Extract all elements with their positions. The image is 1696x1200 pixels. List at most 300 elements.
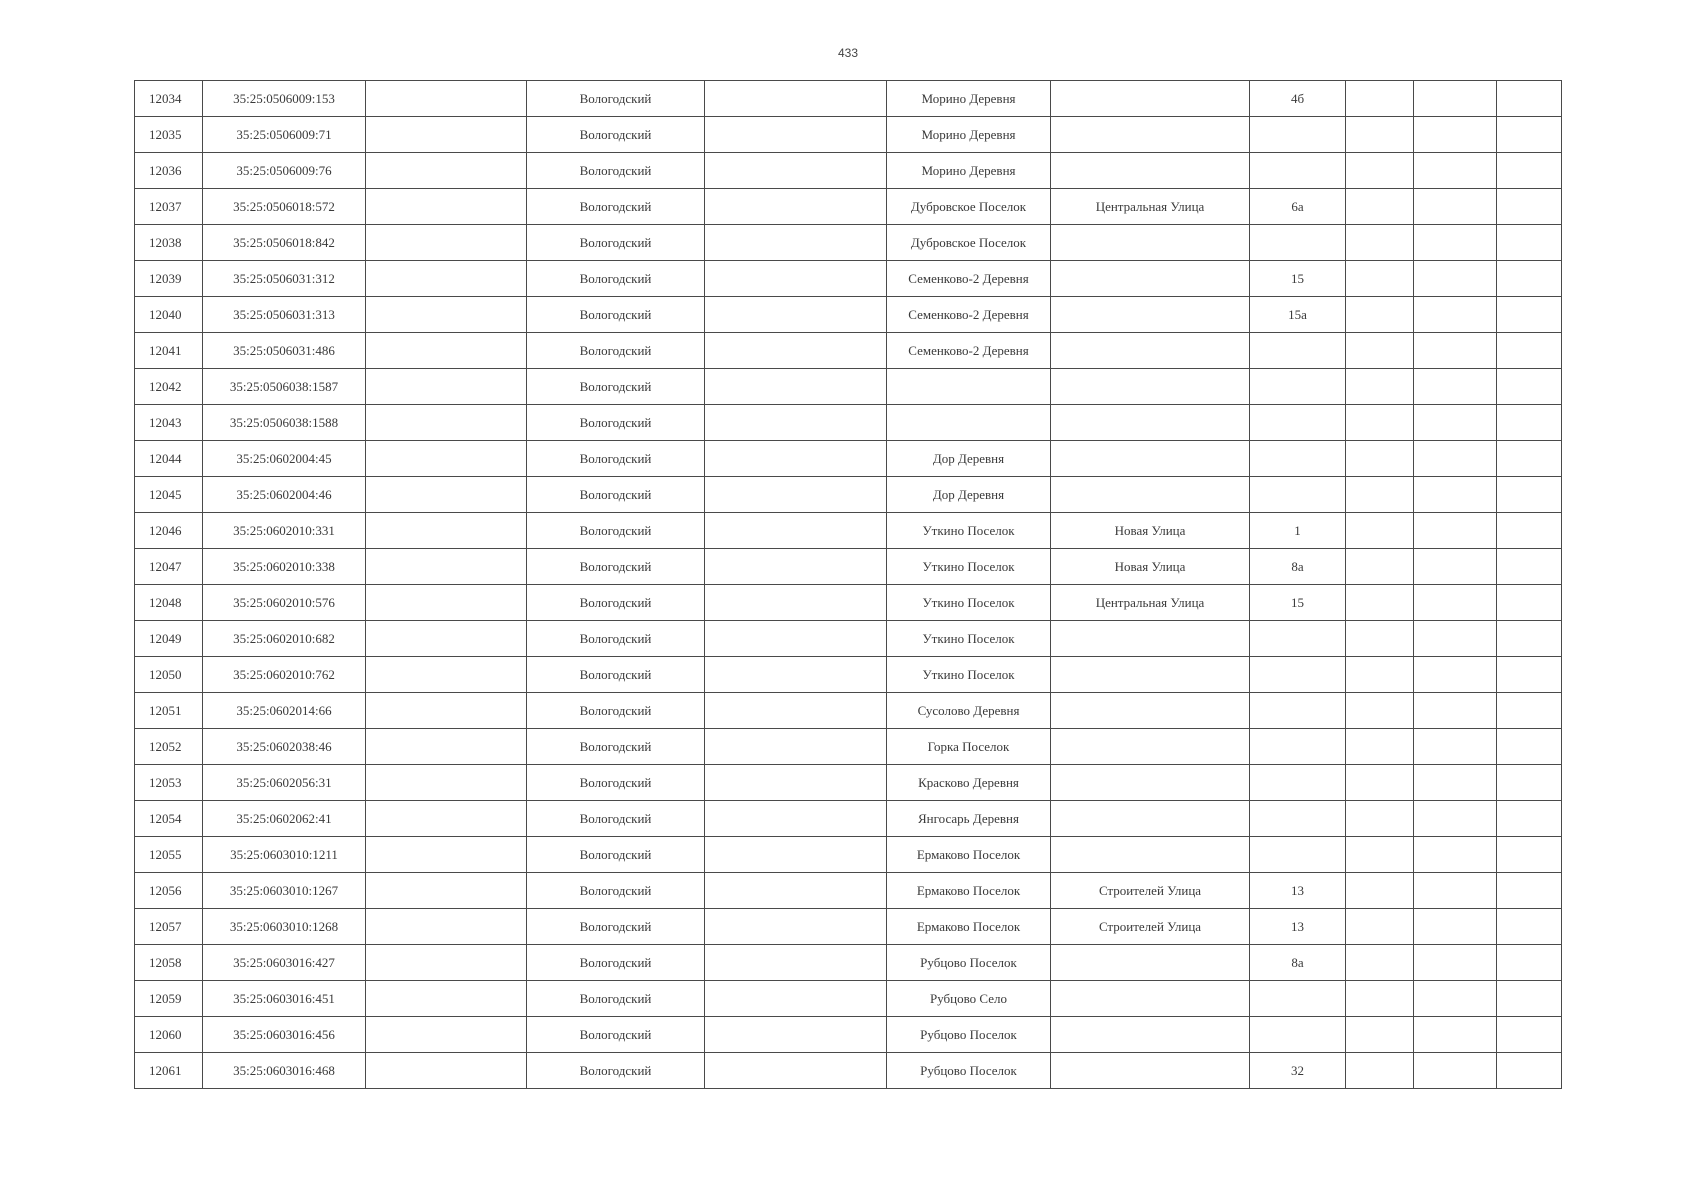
- cell-cadastral-number: 35:25:0602062:41: [203, 801, 366, 837]
- cell-empty-3: [1346, 369, 1414, 405]
- cell-empty-3: [1346, 657, 1414, 693]
- cell-street: [1051, 837, 1250, 873]
- page-number: 433: [837, 46, 859, 60]
- cell-street: Центральная Улица: [1051, 189, 1250, 225]
- cell-num: 12037: [135, 189, 203, 225]
- cell-empty-5: [1497, 873, 1562, 909]
- cell-empty-4: [1414, 765, 1497, 801]
- table-row: [135, 225, 1562, 261]
- table-row: [135, 261, 1562, 297]
- cell-empty-4: [1414, 981, 1497, 1017]
- cell-empty-1: [366, 909, 527, 945]
- cell-num: 12046: [135, 513, 203, 549]
- cell-empty-1: [366, 333, 527, 369]
- cell-num: 12039: [135, 261, 203, 297]
- cell-locality: Красково Деревня: [887, 765, 1051, 801]
- cell-cadastral-number: 35:25:0602010:762: [203, 657, 366, 693]
- cell-empty-1: [366, 369, 527, 405]
- cell-district: Вологодский: [527, 1017, 705, 1053]
- table-row: [135, 1053, 1562, 1089]
- cell-empty-1: [366, 81, 527, 117]
- cell-empty-5: [1497, 549, 1562, 585]
- cell-house: [1250, 837, 1346, 873]
- cell-empty-4: [1414, 441, 1497, 477]
- cell-street: Новая Улица: [1051, 549, 1250, 585]
- cell-cadastral-number: 35:25:0506038:1588: [203, 405, 366, 441]
- cell-empty-3: [1346, 477, 1414, 513]
- cell-locality: Семенково-2 Деревня: [887, 261, 1051, 297]
- cell-empty-1: [366, 1017, 527, 1053]
- cell-district: Вологодский: [527, 369, 705, 405]
- cell-cadastral-number: 35:25:0602038:46: [203, 729, 366, 765]
- cell-empty-4: [1414, 801, 1497, 837]
- table-row: [135, 405, 1562, 441]
- cell-house: [1250, 153, 1346, 189]
- cell-house: [1250, 441, 1346, 477]
- cell-house: 32: [1250, 1053, 1346, 1089]
- cell-district: Вологодский: [527, 765, 705, 801]
- cell-empty-1: [366, 837, 527, 873]
- cell-street: Центральная Улица: [1051, 585, 1250, 621]
- table-row: [135, 585, 1562, 621]
- cell-cadastral-number: 35:25:0602010:576: [203, 585, 366, 621]
- cell-cadastral-number: 35:25:0506009:153: [203, 81, 366, 117]
- cell-empty-4: [1414, 693, 1497, 729]
- cell-empty-3: [1346, 513, 1414, 549]
- cell-house: 15а: [1250, 297, 1346, 333]
- cell-empty-4: [1414, 261, 1497, 297]
- cell-empty-5: [1497, 657, 1562, 693]
- cell-empty-1: [366, 801, 527, 837]
- cell-empty-2: [705, 693, 887, 729]
- cell-cadastral-number: 35:25:0602010:682: [203, 621, 366, 657]
- cell-locality: Дор Деревня: [887, 441, 1051, 477]
- cell-empty-2: [705, 873, 887, 909]
- cell-street: [1051, 945, 1250, 981]
- cell-district: Вологодский: [527, 729, 705, 765]
- cell-cadastral-number: 35:25:0603010:1211: [203, 837, 366, 873]
- cell-district: Вологодский: [527, 693, 705, 729]
- cell-empty-5: [1497, 837, 1562, 873]
- cell-empty-3: [1346, 189, 1414, 225]
- cell-cadastral-number: 35:25:0506031:486: [203, 333, 366, 369]
- cell-empty-5: [1497, 765, 1562, 801]
- cell-empty-2: [705, 729, 887, 765]
- cell-num: 12035: [135, 117, 203, 153]
- cell-empty-1: [366, 477, 527, 513]
- cell-street: [1051, 801, 1250, 837]
- cell-district: Вологодский: [527, 909, 705, 945]
- cell-empty-5: [1497, 441, 1562, 477]
- registry-table: [134, 80, 1562, 1089]
- cell-cadastral-number: 35:25:0506031:312: [203, 261, 366, 297]
- cell-cadastral-number: 35:25:0506038:1587: [203, 369, 366, 405]
- cell-locality: Дор Деревня: [887, 477, 1051, 513]
- cell-empty-3: [1346, 225, 1414, 261]
- cell-house: [1250, 765, 1346, 801]
- cell-street: [1051, 981, 1250, 1017]
- cell-empty-4: [1414, 297, 1497, 333]
- cell-street: [1051, 369, 1250, 405]
- cell-house: [1250, 333, 1346, 369]
- cell-empty-2: [705, 225, 887, 261]
- cell-empty-4: [1414, 513, 1497, 549]
- cell-house: 1: [1250, 513, 1346, 549]
- cell-locality: Морино Деревня: [887, 117, 1051, 153]
- cell-empty-1: [366, 657, 527, 693]
- cell-house: [1250, 1017, 1346, 1053]
- cell-locality: Морино Деревня: [887, 81, 1051, 117]
- cell-empty-2: [705, 621, 887, 657]
- cell-num: 12044: [135, 441, 203, 477]
- table-row: [135, 333, 1562, 369]
- cell-empty-2: [705, 441, 887, 477]
- cell-street: [1051, 477, 1250, 513]
- cell-empty-5: [1497, 945, 1562, 981]
- cell-house: 13: [1250, 873, 1346, 909]
- cell-num: 12036: [135, 153, 203, 189]
- cell-empty-3: [1346, 333, 1414, 369]
- cell-district: Вологодский: [527, 405, 705, 441]
- cell-locality: [887, 369, 1051, 405]
- cell-empty-3: [1346, 81, 1414, 117]
- cell-empty-2: [705, 585, 887, 621]
- cell-cadastral-number: 35:25:0603016:451: [203, 981, 366, 1017]
- cell-num: 12053: [135, 765, 203, 801]
- cell-district: Вологодский: [527, 837, 705, 873]
- cell-empty-3: [1346, 405, 1414, 441]
- table-row: [135, 621, 1562, 657]
- cell-street: [1051, 153, 1250, 189]
- cell-district: Вологодский: [527, 261, 705, 297]
- cell-locality: Рубцово Село: [887, 981, 1051, 1017]
- cell-cadastral-number: 35:25:0603016:456: [203, 1017, 366, 1053]
- cell-locality: Уткино Поселок: [887, 513, 1051, 549]
- cell-locality: Семенково-2 Деревня: [887, 333, 1051, 369]
- cell-cadastral-number: 35:25:0602010:331: [203, 513, 366, 549]
- cell-empty-4: [1414, 945, 1497, 981]
- cell-street: [1051, 657, 1250, 693]
- cell-street: [1051, 765, 1250, 801]
- cell-empty-2: [705, 189, 887, 225]
- cell-street: [1051, 693, 1250, 729]
- cell-street: Строителей Улица: [1051, 909, 1250, 945]
- cell-empty-3: [1346, 945, 1414, 981]
- cell-locality: Рубцово Поселок: [887, 945, 1051, 981]
- cell-num: 12061: [135, 1053, 203, 1089]
- cell-empty-3: [1346, 297, 1414, 333]
- table-row: [135, 765, 1562, 801]
- cell-cadastral-number: 35:25:0506018:572: [203, 189, 366, 225]
- cell-locality: Сусолово Деревня: [887, 693, 1051, 729]
- cell-cadastral-number: 35:25:0506018:842: [203, 225, 366, 261]
- cell-empty-3: [1346, 801, 1414, 837]
- cell-num: 12038: [135, 225, 203, 261]
- cell-empty-5: [1497, 909, 1562, 945]
- cell-num: 12058: [135, 945, 203, 981]
- table-row: [135, 549, 1562, 585]
- table-row: [135, 477, 1562, 513]
- cell-empty-5: [1497, 513, 1562, 549]
- cell-num: 12056: [135, 873, 203, 909]
- cell-num: 12051: [135, 693, 203, 729]
- cell-empty-4: [1414, 153, 1497, 189]
- cell-empty-5: [1497, 333, 1562, 369]
- cell-cadastral-number: 35:25:0506031:313: [203, 297, 366, 333]
- cell-empty-4: [1414, 873, 1497, 909]
- cell-house: [1250, 981, 1346, 1017]
- cell-cadastral-number: 35:25:0602014:66: [203, 693, 366, 729]
- cell-empty-3: [1346, 765, 1414, 801]
- cell-locality: Уткино Поселок: [887, 657, 1051, 693]
- cell-locality: Семенково-2 Деревня: [887, 297, 1051, 333]
- cell-empty-5: [1497, 801, 1562, 837]
- cell-district: Вологодский: [527, 585, 705, 621]
- cell-house: [1250, 477, 1346, 513]
- cell-num: 12045: [135, 477, 203, 513]
- cell-empty-1: [366, 693, 527, 729]
- registry-body: [135, 81, 1562, 1089]
- cell-empty-2: [705, 117, 887, 153]
- cell-district: Вологодский: [527, 189, 705, 225]
- cell-empty-3: [1346, 1017, 1414, 1053]
- cell-empty-2: [705, 765, 887, 801]
- cell-street: [1051, 405, 1250, 441]
- table-row: [135, 117, 1562, 153]
- cell-street: [1051, 225, 1250, 261]
- cell-locality: Ермаково Поселок: [887, 909, 1051, 945]
- cell-street: [1051, 81, 1250, 117]
- cell-street: [1051, 117, 1250, 153]
- cell-empty-1: [366, 405, 527, 441]
- cell-empty-2: [705, 981, 887, 1017]
- cell-empty-2: [705, 837, 887, 873]
- table-row: [135, 873, 1562, 909]
- cell-street: [1051, 621, 1250, 657]
- cell-district: Вологодский: [527, 801, 705, 837]
- table-row: [135, 837, 1562, 873]
- cell-street: [1051, 261, 1250, 297]
- cell-empty-2: [705, 1017, 887, 1053]
- cell-empty-5: [1497, 1017, 1562, 1053]
- table-row: [135, 981, 1562, 1017]
- cell-empty-2: [705, 1053, 887, 1089]
- cell-num: 12057: [135, 909, 203, 945]
- cell-empty-5: [1497, 693, 1562, 729]
- cell-cadastral-number: 35:25:0603010:1268: [203, 909, 366, 945]
- cell-empty-3: [1346, 693, 1414, 729]
- cell-house: 8а: [1250, 945, 1346, 981]
- cell-locality: Янгосарь Деревня: [887, 801, 1051, 837]
- cell-cadastral-number: 35:25:0602004:46: [203, 477, 366, 513]
- cell-district: Вологодский: [527, 945, 705, 981]
- cell-locality: Рубцово Поселок: [887, 1053, 1051, 1089]
- cell-locality: Уткино Поселок: [887, 549, 1051, 585]
- cell-empty-3: [1346, 909, 1414, 945]
- cell-empty-4: [1414, 369, 1497, 405]
- cell-street: [1051, 297, 1250, 333]
- cell-empty-4: [1414, 657, 1497, 693]
- cell-district: Вологодский: [527, 477, 705, 513]
- cell-cadastral-number: 35:25:0602056:31: [203, 765, 366, 801]
- cell-empty-1: [366, 873, 527, 909]
- cell-house: [1250, 369, 1346, 405]
- cell-empty-4: [1414, 477, 1497, 513]
- cell-empty-1: [366, 1053, 527, 1089]
- cell-num: 12041: [135, 333, 203, 369]
- cell-district: Вологодский: [527, 225, 705, 261]
- table-row: [135, 945, 1562, 981]
- cell-locality: Горка Поселок: [887, 729, 1051, 765]
- cell-cadastral-number: 35:25:0603016:427: [203, 945, 366, 981]
- cell-empty-2: [705, 333, 887, 369]
- cell-house: 13: [1250, 909, 1346, 945]
- cell-num: 12055: [135, 837, 203, 873]
- cell-district: Вологодский: [527, 873, 705, 909]
- table-row: [135, 729, 1562, 765]
- cell-house: 4б: [1250, 81, 1346, 117]
- cell-empty-3: [1346, 261, 1414, 297]
- cell-empty-1: [366, 765, 527, 801]
- cell-empty-1: [366, 189, 527, 225]
- cell-cadastral-number: 35:25:0602010:338: [203, 549, 366, 585]
- cell-empty-2: [705, 153, 887, 189]
- cell-empty-4: [1414, 837, 1497, 873]
- cell-cadastral-number: 35:25:0506009:71: [203, 117, 366, 153]
- cell-locality: Ермаково Поселок: [887, 873, 1051, 909]
- cell-house: [1250, 405, 1346, 441]
- cell-num: 12043: [135, 405, 203, 441]
- cell-district: Вологодский: [527, 621, 705, 657]
- cell-empty-1: [366, 549, 527, 585]
- cell-locality: Ермаково Поселок: [887, 837, 1051, 873]
- cell-district: Вологодский: [527, 117, 705, 153]
- cell-num: 12048: [135, 585, 203, 621]
- table-row: [135, 153, 1562, 189]
- cell-empty-5: [1497, 117, 1562, 153]
- cell-empty-2: [705, 801, 887, 837]
- cell-empty-1: [366, 261, 527, 297]
- cell-cadastral-number: 35:25:0603010:1267: [203, 873, 366, 909]
- table-row: [135, 369, 1562, 405]
- cell-empty-5: [1497, 81, 1562, 117]
- cell-empty-5: [1497, 981, 1562, 1017]
- cell-empty-5: [1497, 621, 1562, 657]
- cell-empty-2: [705, 405, 887, 441]
- cell-empty-5: [1497, 225, 1562, 261]
- cell-empty-4: [1414, 225, 1497, 261]
- cell-district: Вологодский: [527, 657, 705, 693]
- cell-empty-5: [1497, 405, 1562, 441]
- cell-num: 12052: [135, 729, 203, 765]
- cell-house: 15: [1250, 585, 1346, 621]
- cell-empty-3: [1346, 981, 1414, 1017]
- cell-empty-3: [1346, 585, 1414, 621]
- cell-empty-4: [1414, 729, 1497, 765]
- cell-empty-1: [366, 297, 527, 333]
- cell-empty-4: [1414, 585, 1497, 621]
- cell-house: 6а: [1250, 189, 1346, 225]
- cell-empty-4: [1414, 333, 1497, 369]
- cell-empty-3: [1346, 729, 1414, 765]
- table-row: [135, 297, 1562, 333]
- cell-empty-3: [1346, 441, 1414, 477]
- cell-empty-2: [705, 549, 887, 585]
- cell-num: 12049: [135, 621, 203, 657]
- cell-empty-1: [366, 729, 527, 765]
- cell-house: [1250, 729, 1346, 765]
- cell-district: Вологодский: [527, 333, 705, 369]
- cell-empty-4: [1414, 621, 1497, 657]
- cell-empty-5: [1497, 189, 1562, 225]
- table-row: [135, 1017, 1562, 1053]
- cell-empty-1: [366, 981, 527, 1017]
- cell-cadastral-number: 35:25:0506009:76: [203, 153, 366, 189]
- cell-empty-2: [705, 261, 887, 297]
- cell-locality: [887, 405, 1051, 441]
- cell-house: [1250, 693, 1346, 729]
- cell-empty-2: [705, 945, 887, 981]
- cell-empty-1: [366, 441, 527, 477]
- cell-num: 12047: [135, 549, 203, 585]
- cell-empty-5: [1497, 297, 1562, 333]
- cell-empty-5: [1497, 153, 1562, 189]
- cell-empty-2: [705, 297, 887, 333]
- cell-district: Вологодский: [527, 297, 705, 333]
- cell-empty-2: [705, 477, 887, 513]
- cell-cadastral-number: 35:25:0603016:468: [203, 1053, 366, 1089]
- cell-locality: Дубровское Поселок: [887, 189, 1051, 225]
- cell-empty-4: [1414, 189, 1497, 225]
- cell-num: 12054: [135, 801, 203, 837]
- table-row: [135, 81, 1562, 117]
- table-row: [135, 513, 1562, 549]
- cell-empty-5: [1497, 1053, 1562, 1089]
- cell-empty-2: [705, 369, 887, 405]
- cell-locality: Уткино Поселок: [887, 585, 1051, 621]
- table-row: [135, 657, 1562, 693]
- cell-house: [1250, 117, 1346, 153]
- table-row: [135, 441, 1562, 477]
- cell-empty-5: [1497, 477, 1562, 513]
- cell-empty-5: [1497, 585, 1562, 621]
- cell-empty-5: [1497, 369, 1562, 405]
- cell-empty-1: [366, 585, 527, 621]
- cell-empty-3: [1346, 117, 1414, 153]
- cell-house: [1250, 621, 1346, 657]
- cell-street: Строителей Улица: [1051, 873, 1250, 909]
- table-row: [135, 693, 1562, 729]
- cell-street: [1051, 333, 1250, 369]
- cell-empty-4: [1414, 909, 1497, 945]
- cell-district: Вологодский: [527, 513, 705, 549]
- cell-street: [1051, 441, 1250, 477]
- cell-house: [1250, 657, 1346, 693]
- cell-empty-2: [705, 81, 887, 117]
- cell-num: 12040: [135, 297, 203, 333]
- cell-district: Вологодский: [527, 1053, 705, 1089]
- cell-locality: Морино Деревня: [887, 153, 1051, 189]
- table-row: [135, 189, 1562, 225]
- cell-empty-4: [1414, 1017, 1497, 1053]
- cell-empty-3: [1346, 153, 1414, 189]
- cell-district: Вологодский: [527, 549, 705, 585]
- cell-district: Вологодский: [527, 981, 705, 1017]
- cell-district: Вологодский: [527, 153, 705, 189]
- cell-empty-2: [705, 513, 887, 549]
- cell-num: 12050: [135, 657, 203, 693]
- cell-house: [1250, 801, 1346, 837]
